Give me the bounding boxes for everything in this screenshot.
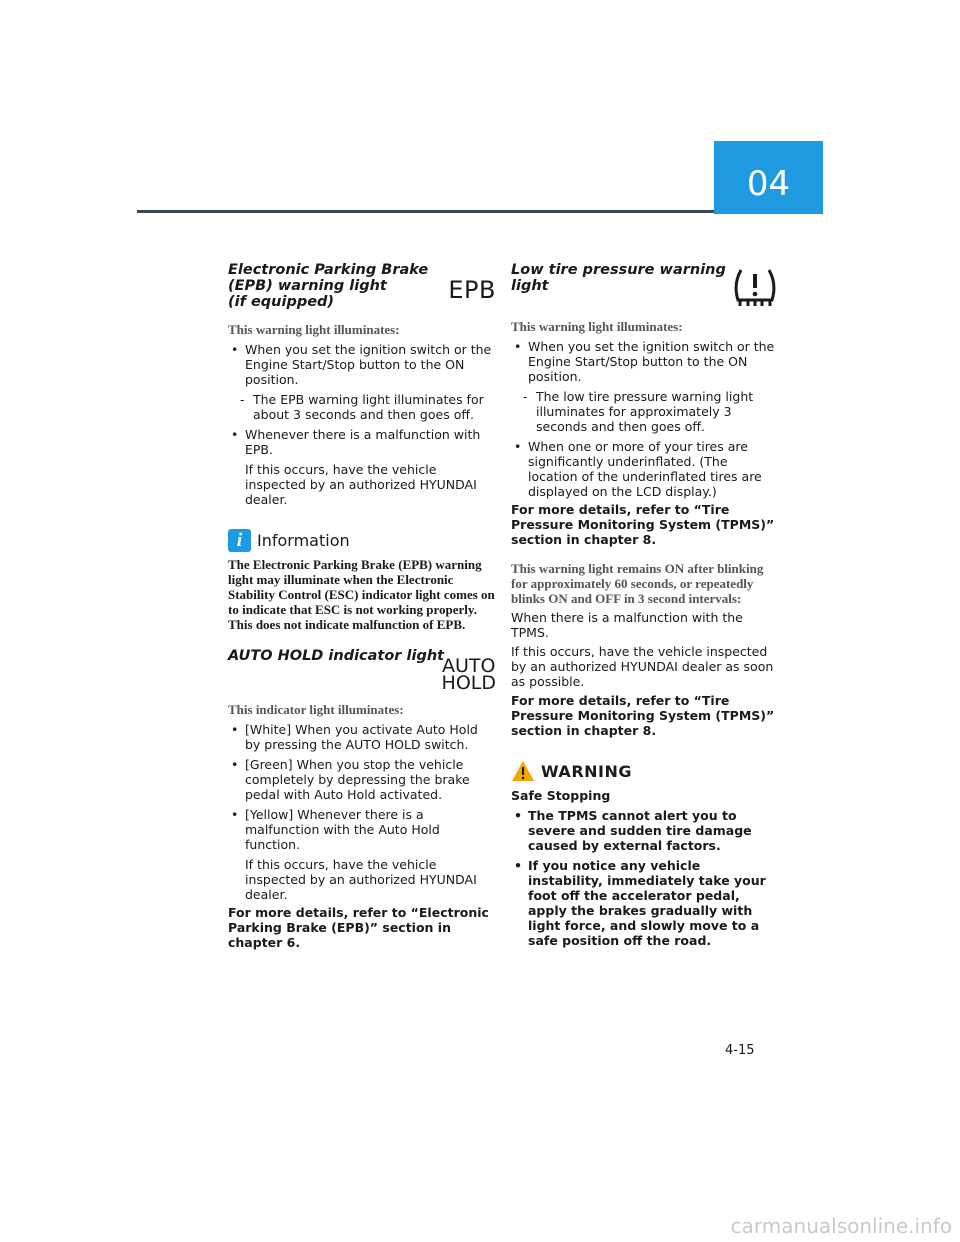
page-number: 4-15: [725, 1043, 755, 1058]
tpms-paragraph-2: If this occurs, have the vehicle inspected by an authorized HYUNDAI dealer as soon as possible.: [511, 644, 774, 689]
auto-hold-icon-line2: HOLD: [441, 672, 496, 694]
chapter-tab: [714, 141, 823, 214]
epb-bullet-1: When you set the ignition switch or the Engine Start/Stop button to the ON position.: [245, 342, 492, 387]
tpms-bullets: [511, 339, 779, 499]
list-item: [511, 858, 779, 948]
tpms-subhead: This warning light illuminates:: [511, 319, 683, 334]
info-icon: i: [228, 529, 251, 552]
epb-title: Electronic Parking Brake (EPB) warning light (if equipped): [228, 262, 429, 310]
epb-section-header: [228, 262, 496, 310]
tire-pressure-warning-icon: [731, 266, 779, 310]
watermark: carmanualsonline.info: [730, 1214, 952, 1238]
header-rule: [137, 210, 714, 213]
warning-bullets: [511, 808, 779, 948]
tpms-subhead-2: This warning light remains ON after blinking for approximately 60 seconds, or repeatedly blinks ON and OFF in 3 second intervals:: [511, 561, 764, 606]
autohold-section-header: [228, 648, 496, 694]
list-item: [228, 427, 496, 507]
autohold-bullet-3: [Yellow] Whenever there is a malfunction with the Auto Hold function.: [245, 807, 440, 852]
warning-triangle-icon: [511, 760, 535, 782]
tpms-bullet-1-sub: - The low tire pressure warning light illuminates for approximately 3 seconds and then goes off.: [523, 389, 779, 434]
epb-bullet-2: Whenever there is a malfunction with EPB.: [245, 427, 481, 457]
list-item: [511, 339, 779, 434]
information-header: [228, 529, 496, 552]
warning-bullet-1: The TPMS cannot alert you to severe and sudden tire damage caused by external factors.: [528, 808, 752, 853]
tpms-paragraph-1: When there is a malfunction with the TPMS.: [511, 610, 743, 640]
autohold-bullets: [228, 722, 496, 902]
list-item: [228, 342, 496, 422]
list-item: [511, 808, 779, 853]
list-item: [228, 722, 496, 752]
epb-subhead: This warning light illuminates:: [228, 322, 400, 337]
tpms-title: Low tire pressure warning light: [511, 262, 726, 294]
tpms-bullet-1: When you set the ignition switch or the Engine Start/Stop button to the ON position.: [528, 339, 775, 384]
autohold-subhead: This indicator light illuminates:: [228, 702, 404, 717]
auto-hold-icon-line1: AUTO: [442, 655, 496, 677]
epb-bullets: [228, 342, 496, 507]
warning-title: WARNING: [541, 761, 632, 781]
autohold-reference: For more details, refer to “Electronic Parking Brake (EPB)” section in chapter 6.: [228, 905, 489, 950]
chapter-number: 04: [746, 164, 791, 204]
right-column: [511, 262, 779, 948]
list-item: [228, 757, 496, 802]
autohold-title: AUTO HOLD indicator light: [228, 648, 445, 664]
list-item: [511, 439, 779, 499]
auto-hold-icon: [441, 655, 496, 694]
warning-bullet-2: If you notice any vehicle instability, immediately take your foot off the accelerator pedal, apply the brakes gradually with light force, and slowly move to a safe position off the road.: [528, 858, 766, 948]
autohold-bullet-3-note: If this occurs, have the vehicle inspected by an authorized HYUNDAI dealer.: [245, 857, 477, 902]
list-item: [228, 807, 496, 902]
tpms-reference-1: For more details, refer to “Tire Pressure Monitoring System (TPMS)” section in chapter 8.: [511, 502, 775, 547]
epb-bullet-2-note: If this occurs, have the vehicle inspected by an authorized HYUNDAI dealer.: [245, 462, 477, 507]
epb-bullet-1-sub: - The EPB warning light illuminates for about 3 seconds and then goes off.: [240, 392, 496, 422]
tpms-bullet-2: When one or more of your tires are significantly underinflated. (The location of the underinflated tires are displayed on the LCD display.): [528, 439, 762, 499]
tpms-section-header: [511, 262, 779, 310]
autohold-bullet-1: [White] When you activate Auto Hold by pressing the AUTO HOLD switch.: [245, 722, 478, 752]
information-body: The Electronic Parking Brake (EPB) warning light may illuminate when the Electronic Stability Control (ESC) indicator light comes on to indicate that ESC is not working properly. This does not indicate malfunction of EPB.: [228, 557, 495, 632]
information-title: Information: [257, 531, 350, 550]
warning-subtitle: Safe Stopping: [511, 788, 611, 803]
autohold-bullet-2: [Green] When you stop the vehicle completely by depressing the brake pedal with Auto Hold activated.: [245, 757, 470, 802]
tpms-reference-2: For more details, refer to “Tire Pressure Monitoring System (TPMS)” section in chapter 8.: [511, 693, 775, 738]
warning-header: [511, 760, 779, 782]
epb-warning-icon: EPB: [448, 276, 496, 304]
left-column: [228, 262, 496, 950]
